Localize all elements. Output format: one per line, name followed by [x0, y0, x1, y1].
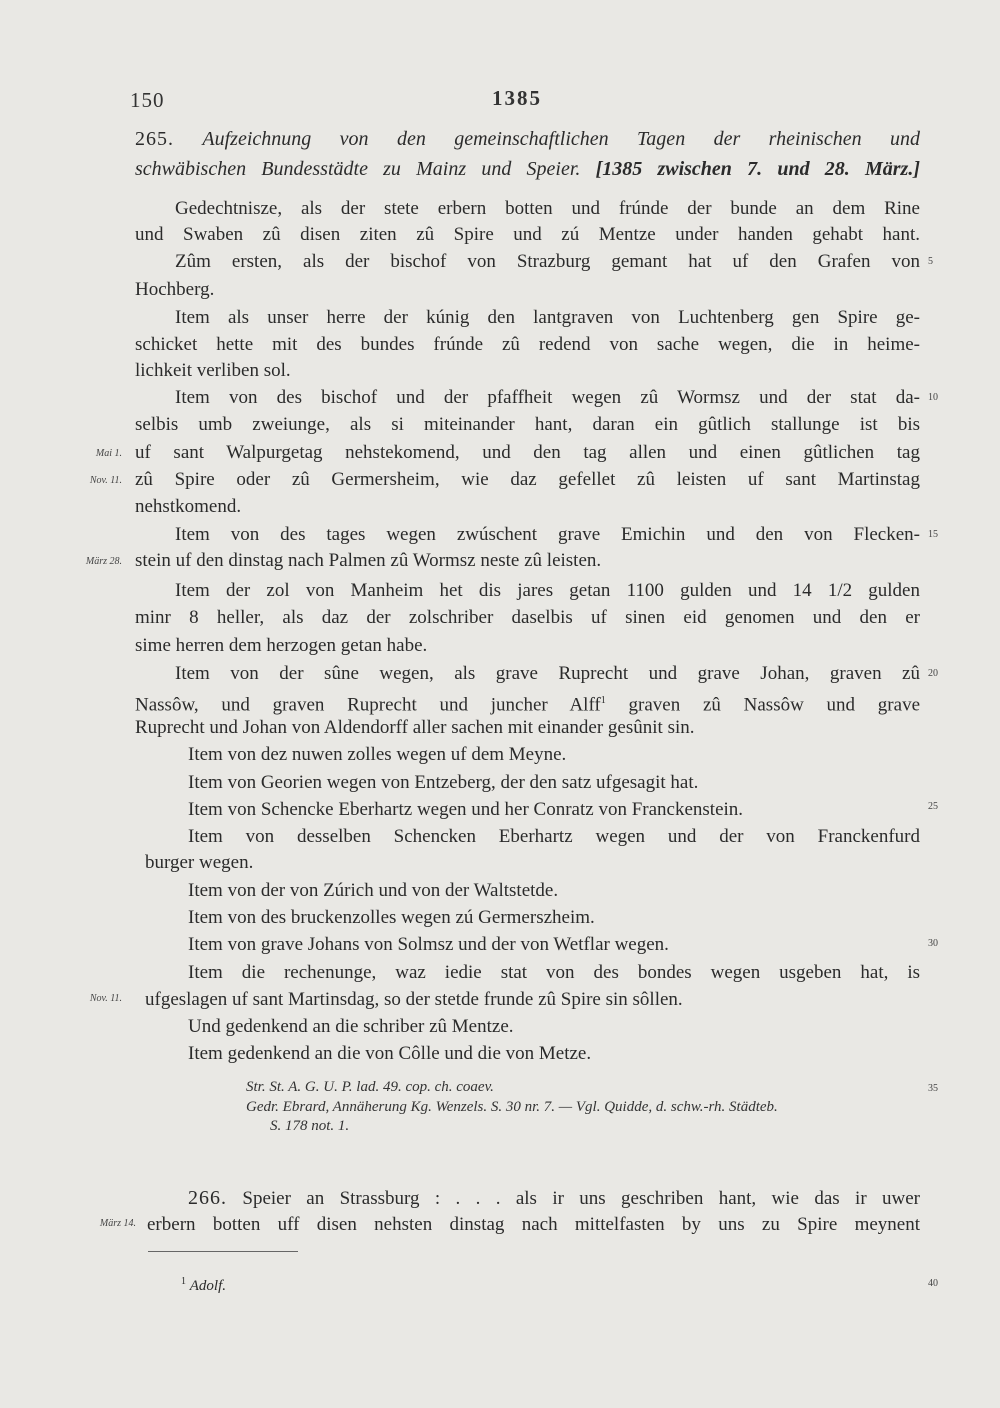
doc-265-title-part-1: Aufzeichnung von den gemeinschaftlichen Tagen der rheinischen und — [202, 128, 920, 150]
text-line: Hochberg. — [135, 279, 215, 300]
citation-print: Gedr. Ebrard, Annäherung Kg. Wenzels. S. 30 nr. 7. — Vgl. Quidde, d. schw.-rh. Städteb. — [246, 1099, 778, 1115]
text-line: stein uf den dinstag nach Palmen zû Wormsz neste zû leisten. — [135, 550, 602, 571]
doc-265-title-part-2: schwäbischen Bundesstädte zu Mainz und Speier. — [135, 158, 581, 180]
line-number: 10 — [928, 392, 938, 403]
margin-date: März 14. — [99, 1218, 136, 1229]
text-line: Item gedenkend an die von Côlle und die von Metze. — [188, 1043, 592, 1064]
text-line: und Swaben zû disen ziten zû Spire und zú Mentze under handen gehabt hant. — [135, 224, 920, 245]
doc-266-text-1: Speier an Strassburg : . . . als ir uns geschriben hant, wie das ir uwer — [242, 1188, 921, 1209]
doc-265-date: [1385 zwischen 7. und 28. März.] — [595, 158, 920, 180]
text-line: zû Spire oder zû Germersheim, wie daz gefellet zû leisten uf sant Martinstag — [135, 469, 920, 490]
citation-print-cont: S. 178 not. 1. — [270, 1118, 350, 1134]
text-line: Item von des tages wegen zwúschent grave Emichin und den von Flecken- — [175, 524, 920, 545]
text-line: Und gedenkend an die schriber zû Mentze. — [188, 1016, 514, 1037]
text-line: Item von dez nuwen zolles wegen uf dem Meyne. — [188, 744, 567, 765]
text-line: Item von Schencke Eberhartz wegen und her Conratz von Franckenstein. — [188, 799, 744, 820]
running-head-year: 1385 — [492, 86, 542, 110]
line-number: 40 — [928, 1278, 938, 1289]
doc-265-heading-line-2 — [135, 156, 920, 182]
footnote — [181, 1276, 226, 1295]
text-segment: graven zû Nassôw und grave — [628, 694, 920, 716]
footnote-number: 1 — [181, 1276, 186, 1287]
text-line: Item von desselben Schencken Eberhartz wegen und der von Franckenfurd — [188, 826, 920, 847]
line-number: 35 — [928, 1083, 938, 1094]
text-line: minr 8 heller, als daz der zolschriber daselbis uf sinen eid genomen und den er — [135, 607, 920, 628]
text-line: Item als unser herre der kúnig den lantgraven von Luchtenberg gen Spire ge- — [175, 307, 920, 328]
line-number: 30 — [928, 938, 938, 949]
text-line: Item von grave Johans von Solmsz und der von Wetflar wegen. — [188, 934, 669, 955]
margin-date: Nov. 11. — [89, 475, 122, 486]
line-number: 25 — [928, 801, 938, 812]
text-line: schicket hette mit des bundes frúnde zû redend von sache wegen, die in heime- — [135, 334, 920, 355]
margin-date: Nov. 11. — [89, 993, 122, 1004]
text-line: Item von des bischof und der pfaffheit wegen zû Wormsz und der stat da- — [175, 387, 920, 408]
text-line: Item von der von Zúrich und von der Waltstetde. — [188, 880, 559, 901]
margin-date: März 28. — [85, 556, 122, 567]
citation-source: Str. St. A. G. U. P. lad. 49. cop. ch. coaev. — [246, 1079, 494, 1095]
doc-265-number: 265. — [135, 128, 174, 150]
text-line: Zûm ersten, als der bischof von Strazburg gemant hat uf den Grafen von — [175, 251, 920, 272]
text-line: selbis umb zweiunge, als si miteinander hant, daran ein gûtlich stallunge ist bis — [135, 414, 920, 435]
text-line: Item der zol von Manheim het dis jares getan 1100 gulden und 14 1/2 gulden — [175, 580, 920, 601]
text-segment: Nassôw, und graven Ruprecht und juncher Alff — [135, 694, 601, 716]
text-line: sime herren dem herzogen getan habe. — [135, 635, 428, 656]
text-line: Ruprecht und Johan von Aldendorff aller sachen mit einander gesûnit sin. — [135, 717, 695, 738]
text-line: uf sant Walpurgetag nehstekomend, und den tag allen und einen gûtlichen tag — [135, 442, 920, 463]
text-line: Gedechtnisze, als der stete erbern botten und frúnde der bunde an dem Rine — [175, 198, 920, 219]
text-line: Item von des bruckenzolles wegen zú Germerszheim. — [188, 907, 595, 928]
margin-date: Mai 1. — [95, 448, 122, 459]
line-number: 5 — [928, 256, 933, 267]
footnote-text: Adolf. — [189, 1278, 226, 1294]
doc-266-line-1 — [188, 1185, 920, 1211]
text-line-with-footnote — [135, 688, 920, 714]
text-line: ufgeslagen uf sant Martinsdag, so der stetde frunde zû Spire sin sôllen. — [145, 989, 683, 1010]
doc-265-heading-line-1 — [135, 126, 920, 152]
footnote-marker: 1 — [600, 695, 606, 706]
text-line: Item von der sûne wegen, als grave Ruprecht und grave Johan, graven zû — [175, 663, 920, 684]
line-number: 20 — [928, 668, 938, 679]
text-line: nehstkomend. — [135, 496, 242, 517]
footnote-rule — [148, 1251, 298, 1252]
text-line: lichkeit verliben sol. — [135, 360, 291, 381]
doc-266-line-2: erbern botten uff disen nehsten dinstag nach mittelfasten by uns zu Spire meynent — [147, 1214, 920, 1235]
text-line: Item die rechenunge, waz iedie stat von des bondes wegen usgeben hat, is — [188, 962, 920, 983]
page-number: 150 — [130, 88, 165, 112]
text-line: Item von Georien wegen von Entzeberg, der den satz ufgesagit hat. — [188, 772, 699, 793]
text-line: burger wegen. — [145, 852, 254, 873]
doc-266-number: 266. — [188, 1187, 227, 1209]
line-number: 15 — [928, 529, 938, 540]
